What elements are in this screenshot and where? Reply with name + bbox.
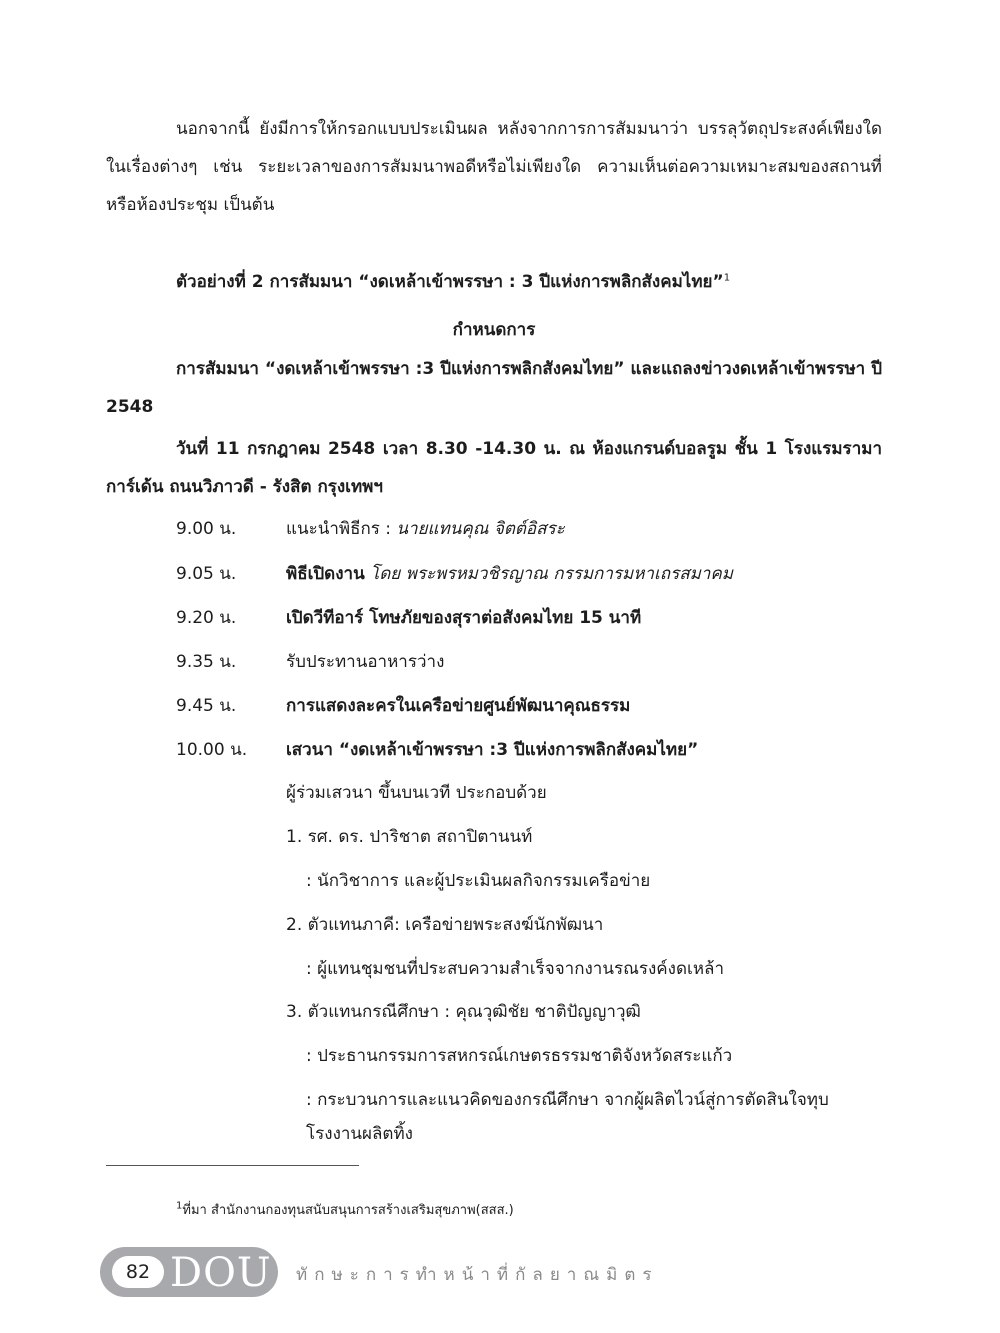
schedule-desc — [286, 560, 733, 587]
example-title-text: ตัวอย่างที่ 2 การสัมมนา “งดเหล้าเข้าพรรษา : 3 ปีแห่งการพลิกสังคมไทย” — [176, 272, 724, 292]
schedule-desc — [286, 515, 565, 542]
intro-paragraph: นอกจากนี้ ยังมีการให้กรอกแบบประเมินผล หลังจากการการสัมมนาว่า บรรลุวัตถุประสงค์เพียงใด ในเรื่องต่างๆ เช่น ระยะเวลาของการสัมมนาพอดีหรือไม่เพียงใด ความเห็นต่อความเหมาะสมของสถานที่ หรือห้องประชุม เป็นต้น — [106, 119, 882, 215]
schedule-label: เปิดวีทีอาร์ โทษภัยของสุราต่อสังคมไทย 15 นาที — [286, 608, 642, 628]
schedule-label: รับประทานอาหารว่าง — [286, 652, 445, 672]
schedule-time: 9.20 น. — [176, 608, 237, 628]
footnote — [176, 1199, 514, 1220]
panelist-role: : กระบวนการและแนวคิดของกรณีศึกษา จากผู้ผลิตไวน์สู่การตัดสินใจทุบ — [306, 1090, 829, 1110]
panelist-role: : ผู้แทนชุมชนที่ประสบความสำเร็จจากงานรณรงค์งดเหล้า — [306, 959, 724, 979]
panelist-name: 3. ตัวแทนกรณีศึกษา : คุณวุฒิชัย ชาติปัญญาวุฒิ — [286, 1002, 641, 1022]
schedule-time: 9.00 น. — [176, 519, 237, 539]
schedule-label: แนะนำพิธีกร : — [286, 519, 397, 539]
schedule-time: 10.00 น. — [176, 740, 248, 760]
panelist-role: : นักวิชาการ และผู้ประเมินผลกิจกรรมเครือข่าย — [306, 871, 651, 891]
schedule-detail: นายแทนคุณ จิตต์อิสระ — [396, 519, 565, 539]
seminar-title: การสัมมนา “งดเหล้าเข้าพรรษา :3 ปีแห่งการพลิกสังคมไทย” และแถลงข่าวงดเหล้าเข้าพรรษา ปี 2548 — [106, 359, 882, 417]
page-number: 82 — [112, 1256, 164, 1288]
schedule-label: พิธีเปิดงาน — [286, 564, 365, 584]
schedule-label: การแสดงละครในเครือข่ายศูนย์พัฒนาคุณธรรม — [286, 696, 631, 716]
example-title — [176, 268, 876, 295]
panelist-name: 1. รศ. ดร. ปาริชาต สถาปิตานนท์ — [286, 827, 533, 847]
schedule-time: 9.05 น. — [176, 564, 237, 584]
schedule-time: 9.35 น. — [176, 652, 237, 672]
footer-badge — [100, 1247, 278, 1297]
panelist-role: : ประธานกรรมการสหกรณ์เกษตรธรรมชาติจังหวัดสระแก้ว — [306, 1046, 733, 1066]
schedule-label: เสวนา “งดเหล้าเข้าพรรษา :3 ปีแห่งการพลิกสังคมไทย” — [286, 740, 699, 760]
agenda-heading: กำหนดการ — [452, 320, 536, 340]
footnote-text: ที่มา สำนักงานกองทุนสนับสนุนการสร้างเสริมสุขภาพ(สสส.) — [182, 1203, 514, 1218]
footnote-reference: 1 — [723, 272, 731, 284]
brand-logo: DOU — [170, 1250, 272, 1296]
book-title: ทักษะการทำหน้าที่กัลยาณมิตร — [296, 1265, 659, 1285]
date-venue: วันที่ 11 กรกฎาคม 2548 เวลา 8.30 -14.30 น. ณ ห้องแกรนด์บอลรูม ชั้น 1 โรงแรมรามาการ์เด้น ถนนวิภาวดี - รังสิต กรุงเทพฯ — [106, 439, 882, 497]
panelist-name: 2. ตัวแทนภาคี: เครือข่ายพระสงฆ์นักพัฒนา — [286, 915, 604, 935]
schedule-time: 9.45 น. — [176, 696, 237, 716]
footnote-mark: 1 — [176, 1200, 183, 1212]
footnote-divider — [106, 1165, 359, 1166]
page-footer — [100, 1247, 1000, 1299]
panelist-role: โรงงานผลิตทิ้ง — [306, 1124, 413, 1144]
schedule-detail: โดย พระพรหมวชิรญาณ กรรมการมหาเถรสมาคม — [364, 564, 733, 584]
panel-intro: ผู้ร่วมเสวนา ขึ้นบนเวที ประกอบด้วย — [286, 783, 547, 803]
